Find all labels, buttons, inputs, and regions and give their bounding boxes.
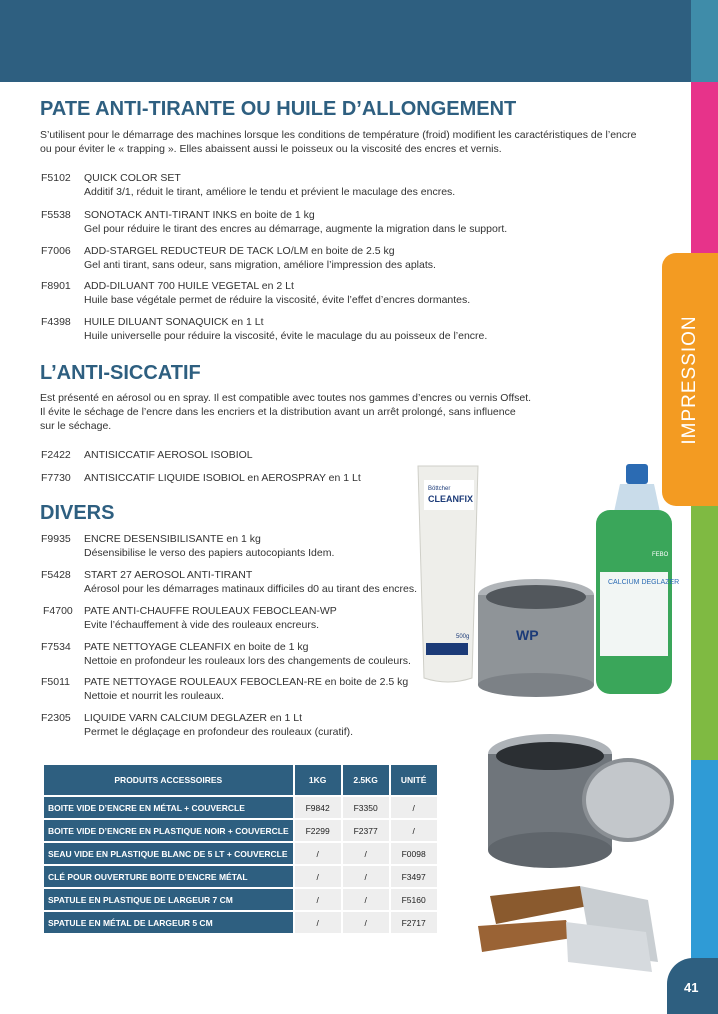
product-code: F4700	[43, 605, 73, 617]
product-code: F9935	[41, 533, 71, 545]
product-description: Gel anti tirant, sans odeur, sans migration, améliore l’impression des aplats.	[84, 259, 436, 271]
product-name: PATE ANTI-CHAUFFE ROULEAUX FEBOCLEAN-WP	[84, 605, 337, 617]
tube-weight: 500g	[456, 634, 470, 640]
product-name: ANTISICCATIF AEROSOL ISOBIOL	[84, 449, 253, 461]
product-name: LIQUIDE VARN CALCIUM DEGLAZER en 1 Lt	[84, 712, 303, 724]
tube-brand: Böttcher	[428, 486, 451, 492]
accessories-photo	[450, 718, 690, 980]
ref-unit-cell: F0098	[391, 843, 437, 864]
product-name: START 27 AEROSOL ANTI-TIRANT	[84, 569, 253, 581]
ref-2-5kg-cell: /	[343, 912, 389, 933]
products-photo	[410, 460, 680, 700]
intro-line: Est présenté en aérosol ou en spray. Il est compatible avec toutes nos gammes d’encres ou vernis Offset.	[40, 392, 532, 404]
ref-2-5kg-cell: /	[343, 866, 389, 887]
ref-1kg-cell: /	[295, 889, 341, 910]
header-1kg: 1KG	[295, 765, 341, 795]
ref-unit-cell: /	[391, 797, 437, 818]
product-name: ENCRE DESENSIBILISANTE en 1 kg	[84, 533, 261, 545]
product-cell: SEAU VIDE EN PLASTIQUE BLANC DE 5 LT + COUVERCLE	[44, 843, 293, 864]
intro-line: ou pour éviter le « trapping ». Elles abaissent aussi le poisseux ou la viscosité des encres et vernis.	[40, 143, 502, 155]
product-description: Permet le déglaçage en profondeur des rouleaux (curatif).	[84, 726, 354, 738]
ref-1kg-cell: /	[295, 912, 341, 933]
product-name: ADD-STARGEL REDUCTEUR DE TACK LO/LM en boite de 2.5 kg	[84, 245, 395, 257]
product-code: F5011	[41, 676, 70, 688]
product-description: Nettoie en profondeur les rouleaux lors des changements de couleurs.	[84, 655, 411, 667]
header-unite: UNITÉ	[391, 765, 437, 795]
product-code: F4398	[41, 316, 71, 328]
ref-unit-cell: F3497	[391, 866, 437, 887]
bottle-brand: FEBO	[652, 552, 669, 558]
product-description: Aérosol pour les démarrages matinaux difficiles d0 au tirant des encres.	[84, 583, 418, 595]
product-description: Nettoie et nourrit les rouleaux.	[84, 690, 225, 702]
section-title-pate: PATE ANTI-TIRANTE OU HUILE D’ALLONGEMENT	[40, 98, 517, 120]
tube-image	[418, 466, 478, 682]
product-description: Désensibilise le verso des papiers autocopiants Idem.	[84, 547, 335, 559]
section-title-antisiccatif: L’ANTI-SICCATIF	[40, 362, 201, 384]
table-row	[44, 866, 437, 887]
ref-2-5kg-cell: F2377	[343, 820, 389, 841]
section-intro	[40, 128, 636, 156]
product-name: ADD-DILUANT 700 HUILE VEGETAL en 2 Lt	[84, 280, 294, 292]
table-row	[44, 912, 437, 933]
spatula-image	[478, 886, 658, 972]
page-number: 41	[684, 980, 699, 995]
product-code: F5102	[41, 172, 71, 184]
tin-label: WP	[516, 627, 539, 643]
header-2-5kg: 2.5KG	[343, 765, 389, 795]
ref-1kg-cell: /	[295, 843, 341, 864]
product-name: PATE NETTOYAGE ROULEAUX FEBOCLEAN-RE en boite de 2.5 kg	[84, 676, 409, 688]
product-description: Evite l’échauffement à vide des rouleaux encreurs.	[84, 619, 320, 631]
ref-2-5kg-cell: /	[343, 843, 389, 864]
product-cell: BOITE VIDE D’ENCRE EN MÉTAL + COUVERCLE	[44, 797, 293, 818]
product-name: HUILE DILUANT SONAQUICK en 1 Lt	[84, 316, 264, 328]
color-stripe-2	[691, 82, 718, 253]
tin-image	[478, 579, 594, 697]
ref-2-5kg-cell: /	[343, 889, 389, 910]
intro-line: Il évite le séchage de l’encre dans les encriers et la distribution avant un arrêt prolongé, sans influence	[40, 406, 516, 418]
section-title-divers: DIVERS	[40, 502, 115, 524]
tube-label: CLEANFIX	[428, 494, 473, 504]
table-row	[44, 889, 437, 910]
bottle-label: CALCIUM DEGLAZER	[608, 579, 680, 586]
ref-1kg-cell: F2299	[295, 820, 341, 841]
empty-tin-image	[488, 734, 672, 868]
table-row	[44, 797, 437, 818]
intro-line: sur le séchage.	[40, 420, 112, 432]
product-description: Huile universelle pour réduire la viscosité, évite le maculage du au poisseux de l’encre.	[84, 330, 488, 342]
ref-unit-cell: F2717	[391, 912, 437, 933]
bottle-image	[596, 464, 679, 694]
product-code: F7534	[41, 641, 71, 653]
product-code: F7006	[41, 245, 71, 257]
table-header-row	[44, 765, 437, 795]
product-name: ANTISICCATIF LIQUIDE ISOBIOL en AEROSPRAY en 1 Lt	[84, 472, 361, 484]
ref-1kg-cell: F9842	[295, 797, 341, 818]
product-name: QUICK COLOR SET	[84, 172, 181, 184]
product-code: F5428	[41, 569, 71, 581]
section-intro	[40, 391, 531, 433]
color-stripe-1	[691, 0, 718, 82]
product-name: SONOTACK ANTI-TIRANT INKS en boite de 1 kg	[84, 209, 315, 221]
product-cell: BOITE VIDE D’ENCRE EN PLASTIQUE NOIR + COUVERCLE	[44, 820, 293, 841]
ref-2-5kg-cell: F3350	[343, 797, 389, 818]
product-cell: SPATULE EN PLASTIQUE DE LARGEUR 7 CM	[44, 889, 293, 910]
intro-line: S’utilisent pour le démarrage des machines lorsque les conditions de température (froid) modifient les caractéristiques de l’encre	[40, 129, 637, 141]
table-row	[44, 820, 437, 841]
section-tab-label: IMPRESSION	[679, 314, 700, 445]
product-description: Huile base végétale permet de réduire la viscosité, évite l’effet d’encres dormantes.	[84, 294, 471, 306]
product-description: Additif 3/1, réduit le tirant, améliore le tendu et prévient le maculage des encres.	[84, 186, 456, 198]
ref-1kg-cell: /	[295, 866, 341, 887]
product-code: F8901	[41, 280, 71, 292]
product-cell: CLÉ POUR OUVERTURE BOITE D’ENCRE MÉTAL	[44, 866, 293, 887]
top-banner	[0, 0, 691, 82]
ref-unit-cell: F5160	[391, 889, 437, 910]
product-description: Gel pour réduire le tirant des encres au démarrage, augmente la migration dans le support.	[84, 223, 508, 235]
header-produits: PRODUITS ACCESSOIRES	[44, 765, 293, 795]
product-code: F5538	[41, 209, 71, 221]
ref-unit-cell: /	[391, 820, 437, 841]
product-name: PATE NETTOYAGE CLEANFIX en boite de 1 kg	[84, 641, 309, 653]
product-cell: SPATULE EN MÉTAL DE LARGEUR 5 CM	[44, 912, 293, 933]
color-stripe-3	[691, 506, 718, 760]
product-code: F2422	[41, 449, 71, 461]
table-row	[44, 843, 437, 864]
product-code: F7730	[41, 472, 71, 484]
accessories-table	[42, 763, 439, 935]
product-code: F2305	[41, 712, 71, 724]
